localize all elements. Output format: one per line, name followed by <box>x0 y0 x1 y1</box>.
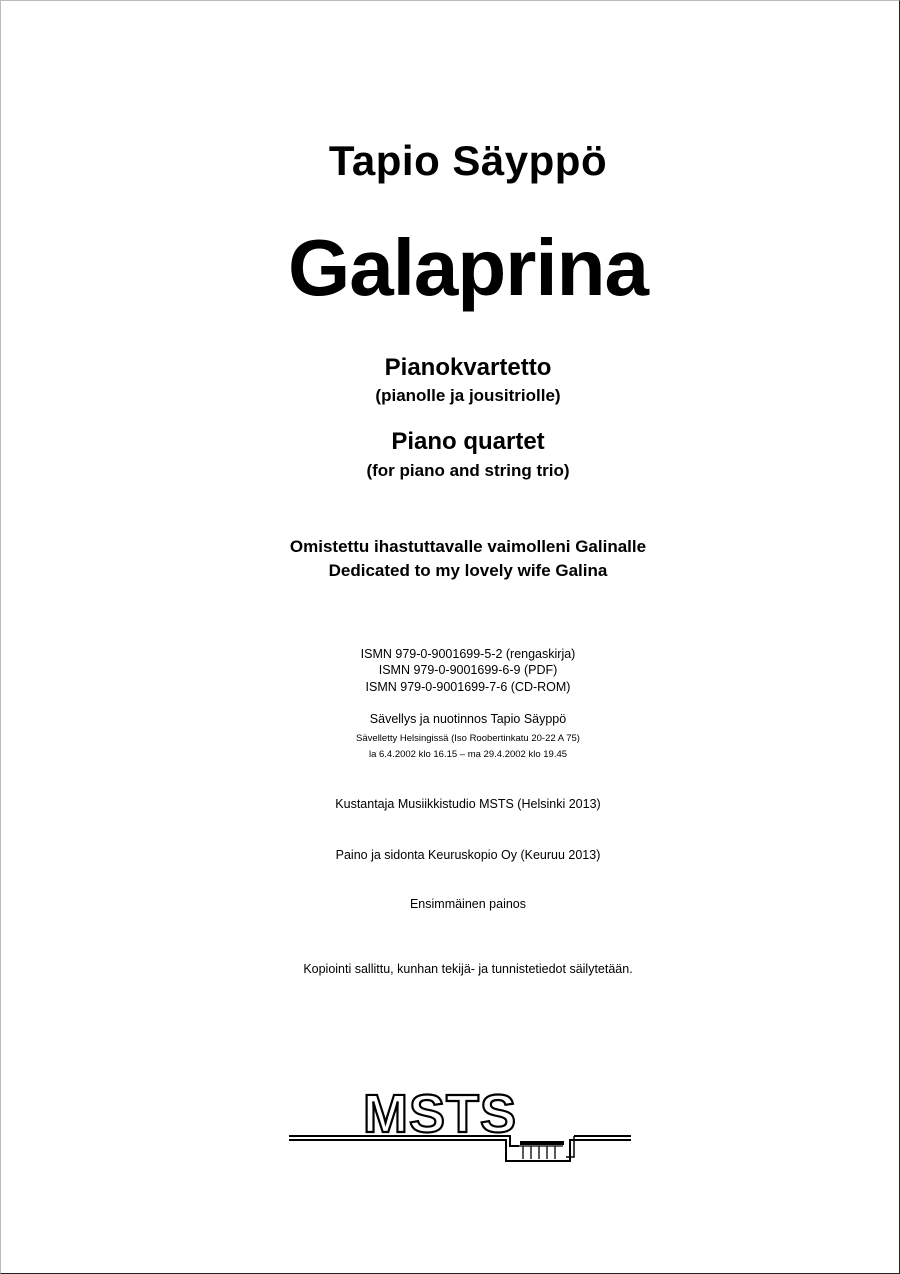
subtitle-finnish: Pianokvartetto <box>384 354 552 381</box>
dedication-english: Dedicated to my lovely wife Galina <box>328 561 608 580</box>
logo-text: MSTS <box>363 1084 518 1144</box>
ismn-line: ISMN 979-0-9001699-7-6 (CD-ROM) <box>365 680 571 694</box>
ismn-line: ISMN 979-0-9001699-5-2 (rengaskirja) <box>360 647 576 661</box>
composed-by: Sävellys ja nuotinnos Tapio Säyppö <box>369 712 567 726</box>
composer-name: Tapio Säyppö <box>328 137 608 184</box>
copying-notice: Kopiointi sallittu, kunhan tekijä- ja tunnistetiedot säilytetään. <box>303 962 633 976</box>
composed-place: Sävelletty Helsingissä (Iso Roobertinkatu 20-22 A 75) <box>356 733 580 744</box>
subtitle-english: Piano quartet <box>391 428 545 455</box>
msts-logo-icon <box>285 1075 635 1175</box>
composed-dates: la 6.4.2002 klo 16.15 – ma 29.4.2002 klo 19.45 <box>368 749 568 760</box>
ismn-line: ISMN 979-0-9001699-6-9 (PDF) <box>378 663 558 677</box>
subtitle-finnish-detail: (pianolle ja jousitriolle) <box>375 386 561 405</box>
publisher-info: Kustantaja Musiikkistudio MSTS (Helsinki 2013) <box>335 797 601 811</box>
printing-info: Paino ja sidonta Keuruskopio Oy (Keuruu 2013) <box>335 848 601 862</box>
edition-info: Ensimmäinen painos <box>409 897 527 911</box>
dedication-finnish: Omistettu ihastuttavalle vaimolleni Galinalle <box>289 537 647 556</box>
subtitle-english-detail: (for piano and string trio) <box>366 461 570 480</box>
work-title: Galaprina <box>287 223 649 312</box>
